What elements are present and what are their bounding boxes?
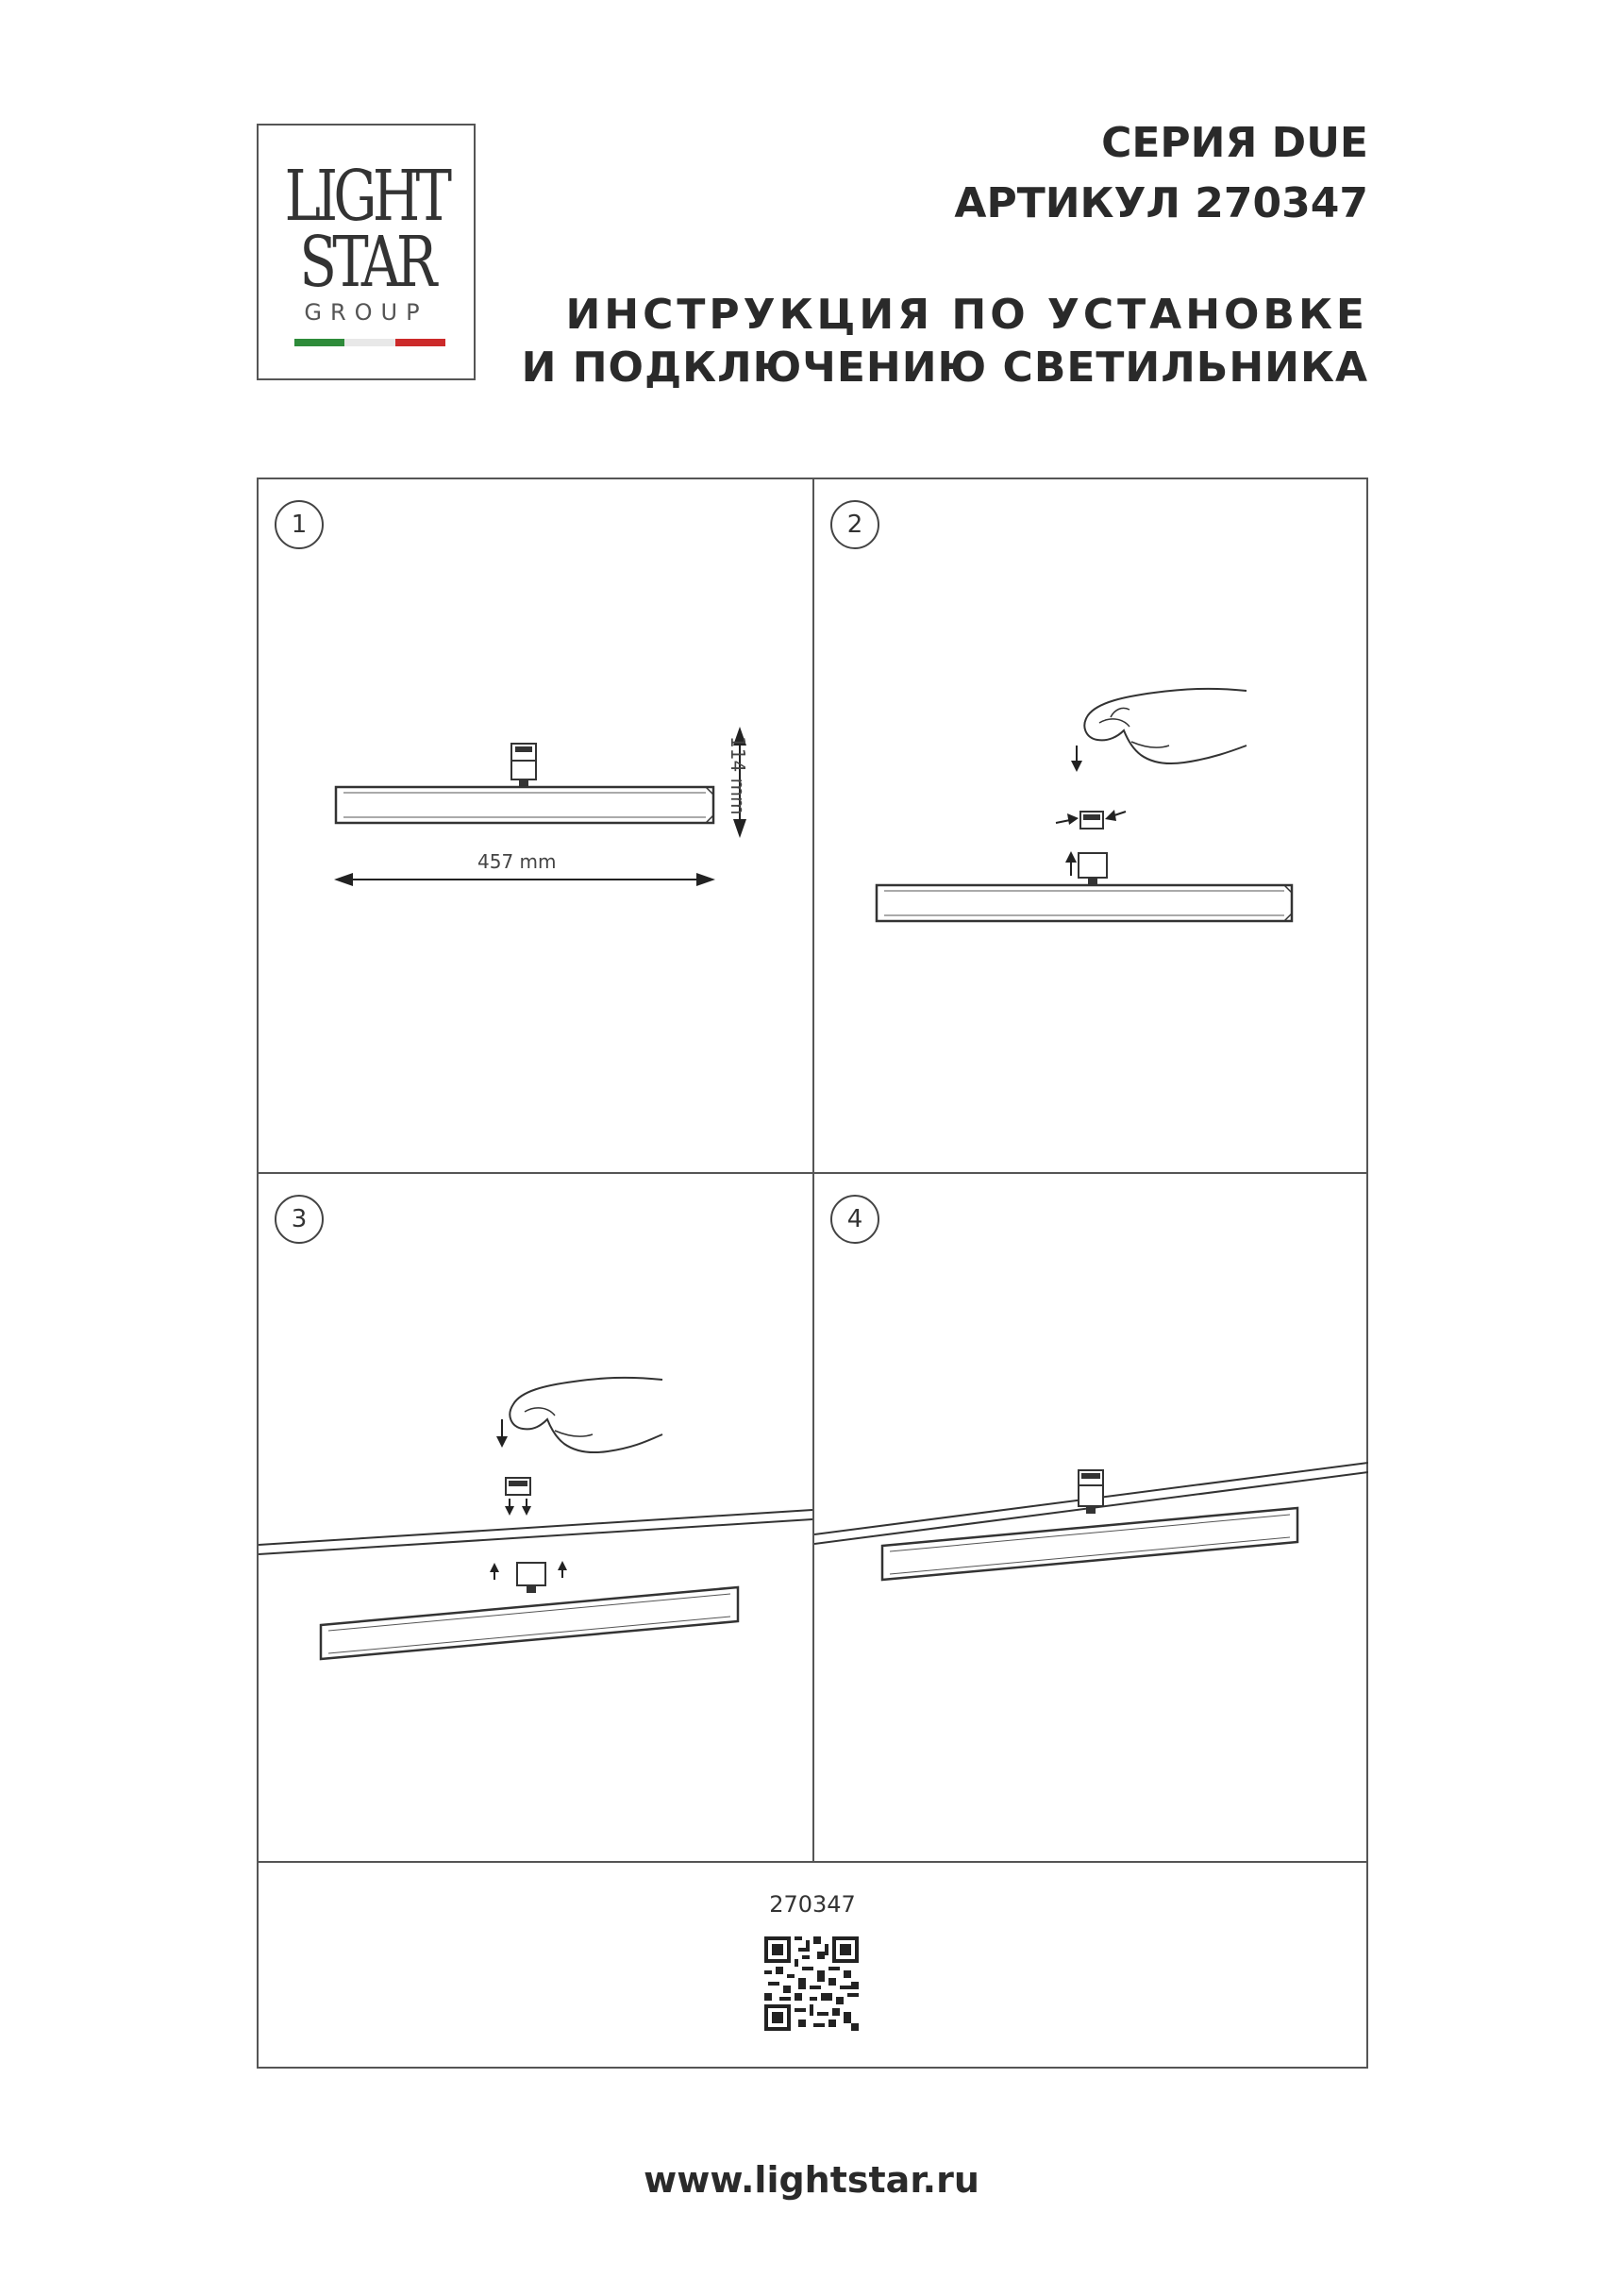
website-url: www.lightstar.ru (644, 2159, 979, 2201)
width-dimension-label: 457 mm (477, 850, 557, 873)
step-number-badge: 2 (830, 500, 879, 549)
brand-logo (257, 124, 476, 380)
document-title-line-1: ИНСТРУКЦИЯ ПО УСТАНОВКЕ (565, 291, 1368, 339)
qr-code-icon (764, 1936, 859, 2031)
step-number-badge: 4 (830, 1195, 879, 1244)
step-2-panel (814, 479, 1368, 1170)
step-3-illustration (259, 1174, 812, 1865)
step-4-panel (814, 1174, 1368, 1865)
step-number-badge: 1 (275, 500, 324, 549)
italian-flag-stripe (294, 339, 445, 346)
logo-word-star: STAR (299, 222, 433, 303)
article-code-label: 270347 (769, 1891, 856, 1918)
step-4-illustration (814, 1174, 1368, 1865)
document-title-line-2: И ПОДКЛЮЧЕНИЮ СВЕТИЛЬНИКА (521, 344, 1368, 392)
height-dimension-label: 114 mm (727, 736, 749, 815)
step-1-illustration (259, 479, 812, 1170)
logo-word-light: LIGHT (284, 156, 448, 237)
step-number-badge: 3 (275, 1195, 324, 1244)
step-3-panel (259, 1174, 812, 1865)
logo-word-group: GROUP (304, 299, 428, 326)
article-label: АРТИКУЛ 270347 (954, 179, 1368, 227)
step-2-illustration (814, 479, 1368, 1170)
instruction-grid (257, 478, 1368, 2069)
step-1-panel (259, 479, 812, 1170)
series-label: СЕРИЯ DUE (1101, 119, 1368, 167)
